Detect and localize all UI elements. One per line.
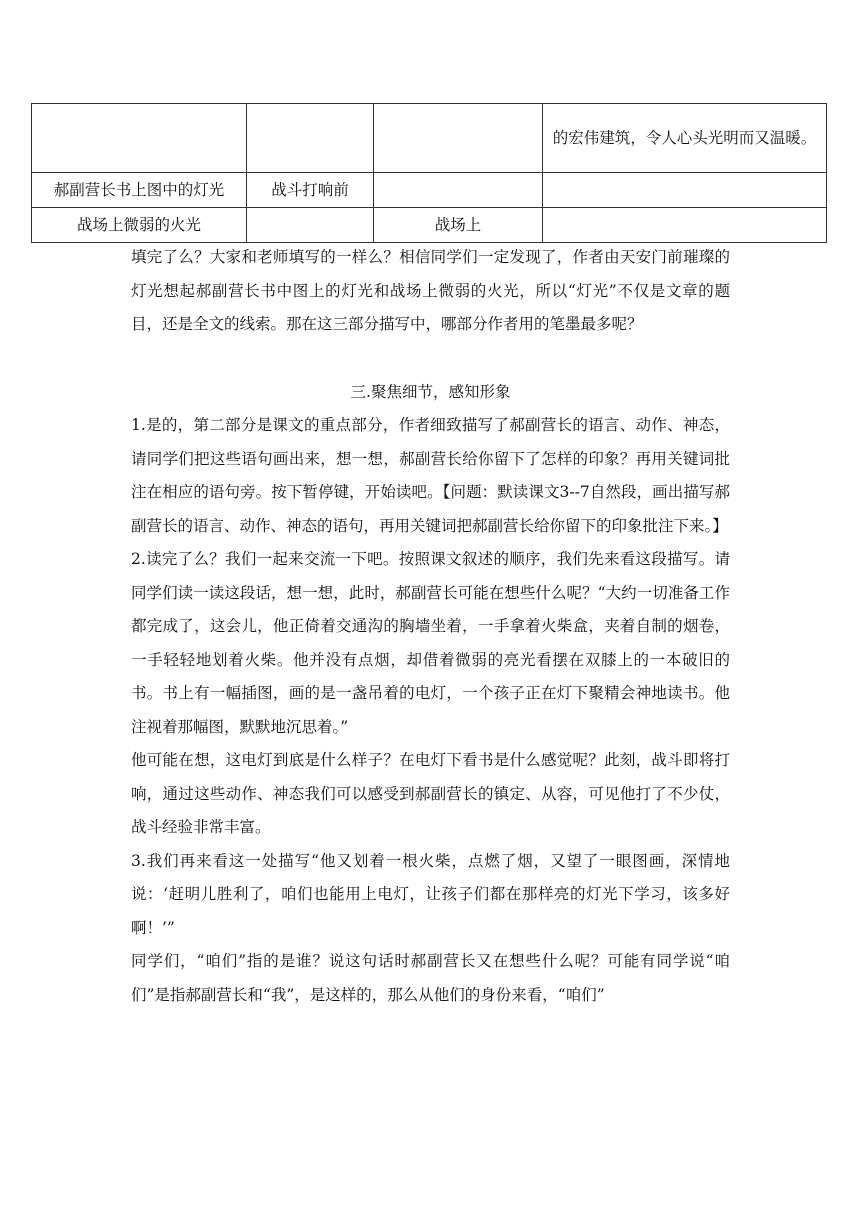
table-row xyxy=(32,173,827,208)
intro-paragraph: 填完了么？大家和老师填写的一样么？相信同学们一定发现了，作者由天安门前璀璨的灯光想起郝副营长书中图上的灯光和战场上微弱的火光，所以“灯光”不仅是文章的题目，还是全文的线索。那在这三部分描写中，哪部分作者用的笔墨最多呢？ xyxy=(131,248,730,333)
table-cell xyxy=(543,208,827,243)
table-cell: 郝副营长书上图中的灯光 xyxy=(32,173,247,208)
table-cell xyxy=(247,208,374,243)
paragraph-5: 同学们，“咱们”指的是谁？说这句话时郝副营长又在想些什么呢？可能有同学说“咱们”是指郝副营长和“我”，是这样的，那么从他们的身份来看，“咱们” xyxy=(131,952,730,1004)
spacer xyxy=(131,342,730,376)
table-cell: 战场上微弱的火光 xyxy=(32,208,247,243)
table-row xyxy=(32,208,827,243)
paragraph-1: 1.是的，第二部分是课文的重点部分，作者细致描写了郝副营长的语言、动作、神态，请同学们把这些语句画出来，想一想，郝副营长给你留下了怎样的印象？再用关键词批注在相应的语句旁。按下暂停键，开始读吧。【问题：默读课文3--7自然段，画出描写郝副营长的语言、动作、神态的语句，再用关键词把郝副营长给你留下的印象批注下来。】 xyxy=(131,416,730,535)
table-cell xyxy=(543,173,827,208)
section-title: 三.聚焦细节，感知形象 xyxy=(350,382,511,401)
table-cell xyxy=(247,104,374,173)
paragraph-4: 3.我们再来看这一处描写“他又划着一根火柴，点燃了烟，又望了一眼图画，深情地说：‘赶明儿胜利了，咱们也能用上电灯，让孩子们都在那样亮的灯光下学习，该多好啊！’” xyxy=(131,851,730,937)
paragraph-2: 2.读完了么？我们一起来交流一下吧。按照课文叙述的顺序，我们先来看这段描写。请同学们读一读这段话，想一想，此时，郝副营长可能在想些什么呢？“大约一切准备工作都完成了，这会儿，他正倚着交通沟的胸墙坐着，一手拿着火柴盒，夹着自制的烟卷，一手轻轻地划着火柴。他并没有点烟，却借着微弱的亮光看摆在双膝上的一本破旧的书。书上有一幅插图，画的是一盏吊着的电灯，一个孩子正在灯下聚精会神地读书。他注视着那幅图，默默地沉思着。” xyxy=(131,550,730,736)
lesson-body xyxy=(131,241,730,1012)
table-cell: 战场上 xyxy=(374,208,543,243)
lesson-table xyxy=(31,103,827,243)
table-cell xyxy=(374,173,543,208)
table-row xyxy=(32,104,827,173)
table-cell xyxy=(32,104,247,173)
table-cell: 战斗打响前 xyxy=(247,173,374,208)
paragraph-3: 他可能在想，这电灯到底是什么样子？在电灯下看书是什么感觉呢？此刻，战斗即将打响，通过这些动作、神态我们可以感受到郝副营长的镇定、从容，可见他打了不少仗，战斗经验非常丰富。 xyxy=(131,751,730,836)
table-cell xyxy=(374,104,543,173)
table-cell: 的宏伟建筑，令人心头光明而又温暖。 xyxy=(543,104,827,173)
